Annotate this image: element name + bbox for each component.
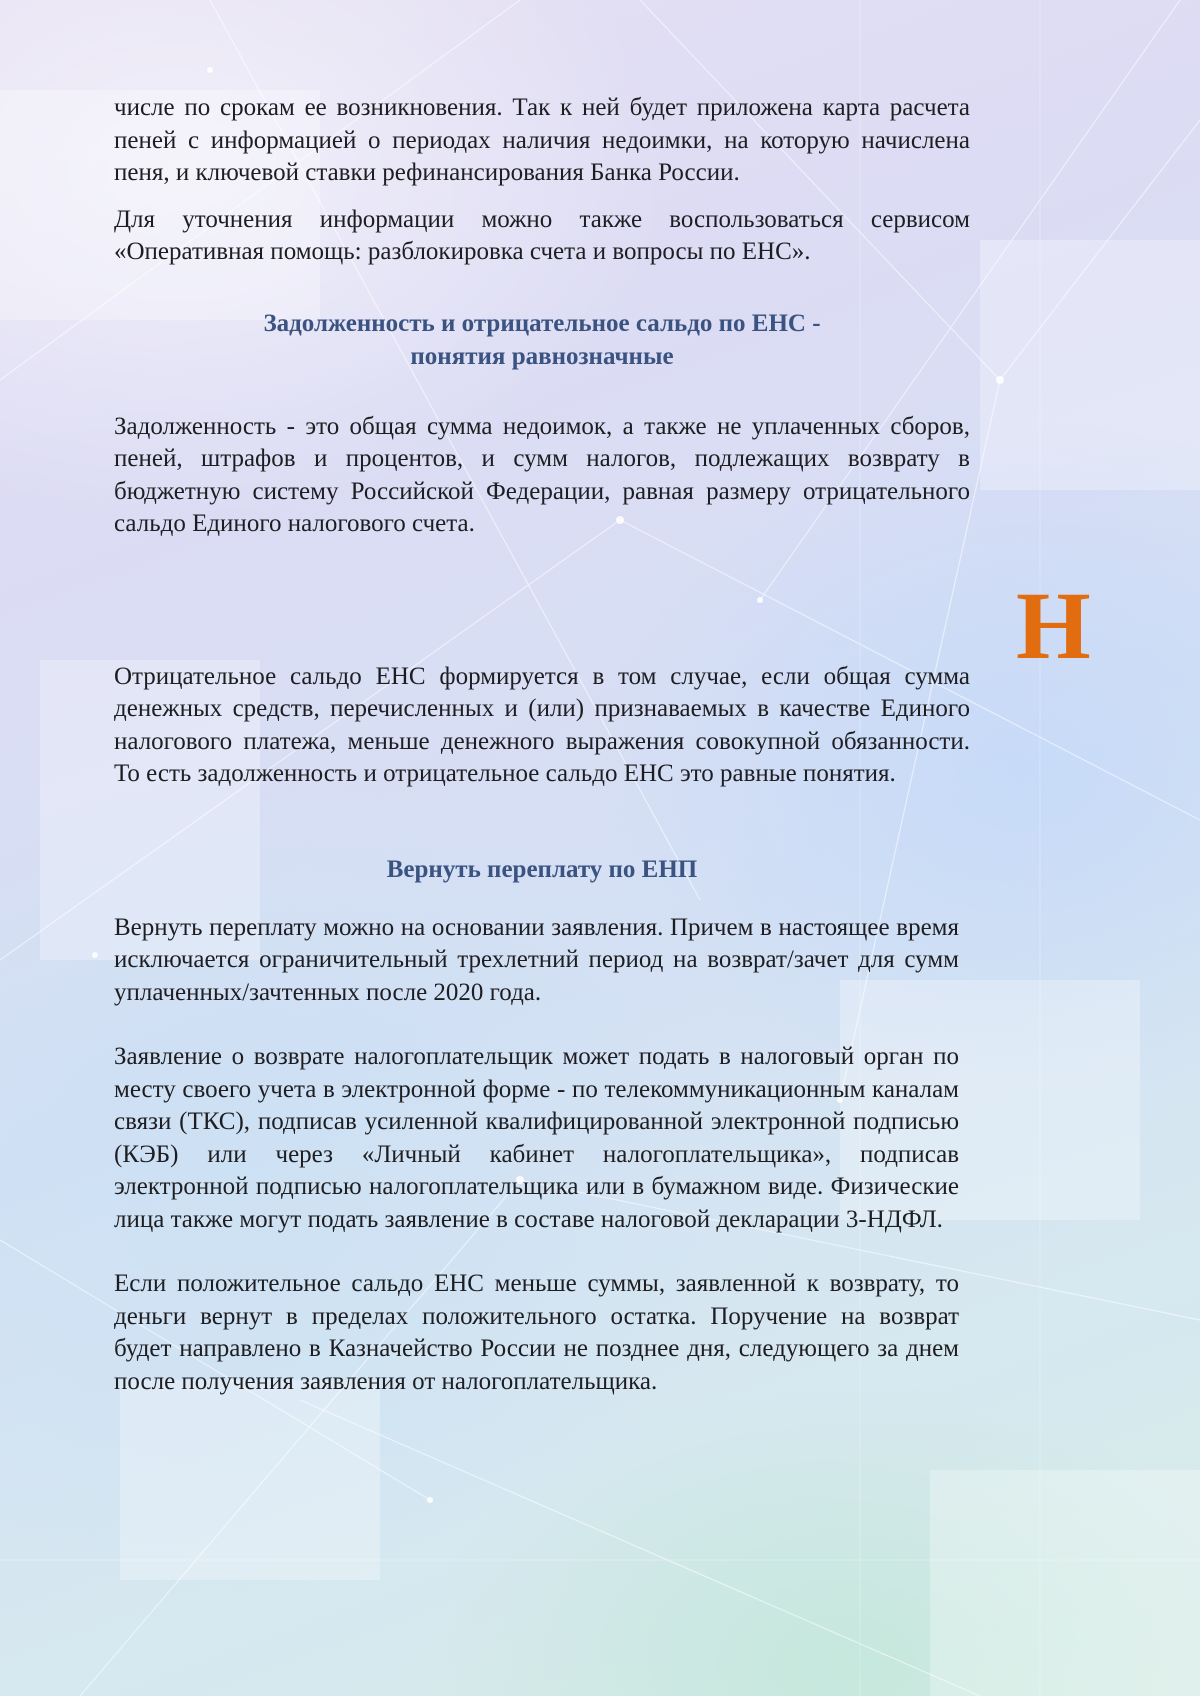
paragraph: Для уточнения информации можно также воспользоваться сервисом «Оперативная помощь: разблокировка счета и вопросы по ЕНС». <box>114 205 970 265</box>
paragraph: Вернуть переплату можно на основании заявления. Причем в настоящее время исключается ограничительный трехлетний период на возврат/зачет для сумм уплаченных/зачтенных после 2020 года. <box>114 913 959 1006</box>
paragraph: числе по срокам ее возникновения. Так к ней будет приложена карта расчета пеней с информацией о периодах наличия недоимки, на которую начислена пеня, и ключевой ставки рефинансирования Банка России. <box>114 94 970 186</box>
paragraph: Отрицательное сальдо ЕНС формируется в том случае, если общая сумма денежных средств, перечисленных и (или) признаваемых в качестве Единого налогового платежа, меньше денежного выражения совокупной обязанности. То есть задолженность и отрицательное сальдо ЕНС это равные понятия. <box>114 662 970 787</box>
text-column <box>114 92 970 1398</box>
paragraph: Заявление о возврате налогоплательщик может подать в налоговый орган по месту своего учета в электронной форме - по телекоммуникационным каналам связи (ТКС), подписав усиленной квалифицированной электронной подписью (КЭБ) или через «Личный кабинет налогоплательщика», подписав электронной подписью налогоплательщика или в бумажном виде. Физические лица также могут подать заявление в составе налоговой декларации 3-НДФЛ. <box>114 1043 959 1233</box>
section-heading-line: Задолженность и отрицательное сальдо по ЕНС - <box>263 309 821 337</box>
paragraph: Задолженность - это общая сумма недоимок, а также не уплаченных сборов, пеней, штрафов и процентов, и сумм налогов, подлежащих возврату в бюджетную систему Российской Федерации, равная размеру отрицательного сальдо Единого налогового счета. <box>114 412 970 537</box>
section-heading: Вернуть переплату по ЕНП <box>386 855 698 883</box>
side-letter: Н <box>1016 572 1091 679</box>
paragraph: Если положительное сальдо ЕНС меньше суммы, заявленной к возврату, то деньги вернут в пределах положительного остатка. Поручение на возврат будет направлено в Казначейство России не позднее дня, следующего за днем после получения заявления от налогоплательщика. <box>114 1270 959 1395</box>
section-heading-line: понятия равнозначные <box>410 342 674 370</box>
section-heading <box>114 307 970 373</box>
